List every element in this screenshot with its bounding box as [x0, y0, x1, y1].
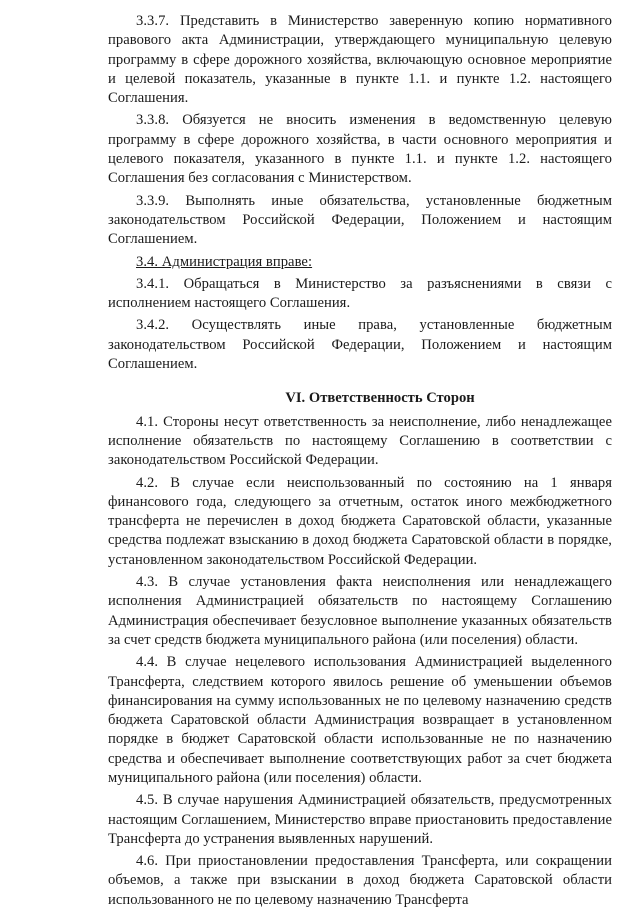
paragraph-4-1: 4.1. Стороны несут ответственность за неисполнение, либо ненадлежащее исполнение обязательств по настоящему Соглашению в соответствии с законодательством Российской Федерации. [108, 413, 612, 469]
paragraph-3-3-9: 3.3.9. Выполнять иные обязательства, установленные бюджетным законодательством Российской Федерации, Положением и настоящим Соглашением. [108, 192, 612, 248]
section-title: VI. Ответственность Сторон [285, 390, 475, 407]
subsection-heading-3-4 [108, 253, 612, 272]
document-body [108, 12, 612, 913]
paragraph-3-4-2: 3.4.2. Осуществлять иные права, установленные бюджетным законодательством Российской Федерации, Положением и настоящим Соглашением. [108, 317, 612, 373]
paragraph-4-2: 4.2. В случае если неиспользованный по состоянию на 1 января финансового года, следующего за отчетным, остаток иного межбюджетного трансферта не перечислен в доход бюджета Саратовской области, указанные средства подлежат взысканию в доход бюджета Саратовской области в порядке, установленном законодательством Российской Федерации. [108, 474, 612, 568]
paragraph-3-3-8: 3.3.8. Обязуется не вносить изменения в ведомственную целевую программу в сфере дорожного хозяйства, в части основного мероприятия и целевого показателя, указанного в пункте 1.1. и пункте 1.2. настоящего Соглашения без согласования с Министерством. [108, 112, 612, 187]
subsection-heading-text: 3.4. Администрация вправе: [136, 253, 313, 270]
paragraph-4-3: 4.3. В случае установления факта неисполнения или ненадлежащего исполнения Администрацией обязательств по настоящему Соглашению Администрация обеспечивает безусловное выполнение указанных обязательств за счет средств бюджета муниципального района (или поселения) области. [108, 574, 612, 648]
paragraph-4-5: 4.5. В случае нарушения Администрацией обязательств, предусмотренных настоящим Соглашением, Министерство вправе приостановить предоставление Трансферта до устранения выявленных нарушений. [108, 792, 612, 847]
paragraph-3-3-7: 3.3.7. Представить в Министерство заверенную копию нормативного правового акта Администрации, утверждающего муниципальную целевую программу в сфере дорожного хозяйства, включающую основное мероприятие и целевой показатель, указанные в пункте 1.1. и пункте 1.2. настоящего Соглашения. [108, 13, 612, 107]
paragraph-4-6: 4.6. При приостановлении предоставления Трансферта, или сокращении объемов, а также при взыскании в доход бюджета Саратовской области использованного не по целевому назначению Трансферта [108, 853, 612, 908]
paragraph-3-4-1: 3.4.1. Обращаться в Министерство за разъяснениями в связи с исполнением настоящего Соглашения. [108, 275, 612, 312]
paragraph-4-4: 4.4. В случае нецелевого использования Администрацией выделенного Трансферта, следствием которого явилось решение об уменьшении объемов финансирования на сумму использованных не по целевому назначению средств бюджета Саратовской области Администрация возвращает в установленном порядке в бюджет Саратовской области использованные не по назначению средства и обеспечивает выполнение соответствующих работ за счет бюджета муниципального района (или поселения) области. [108, 654, 612, 786]
